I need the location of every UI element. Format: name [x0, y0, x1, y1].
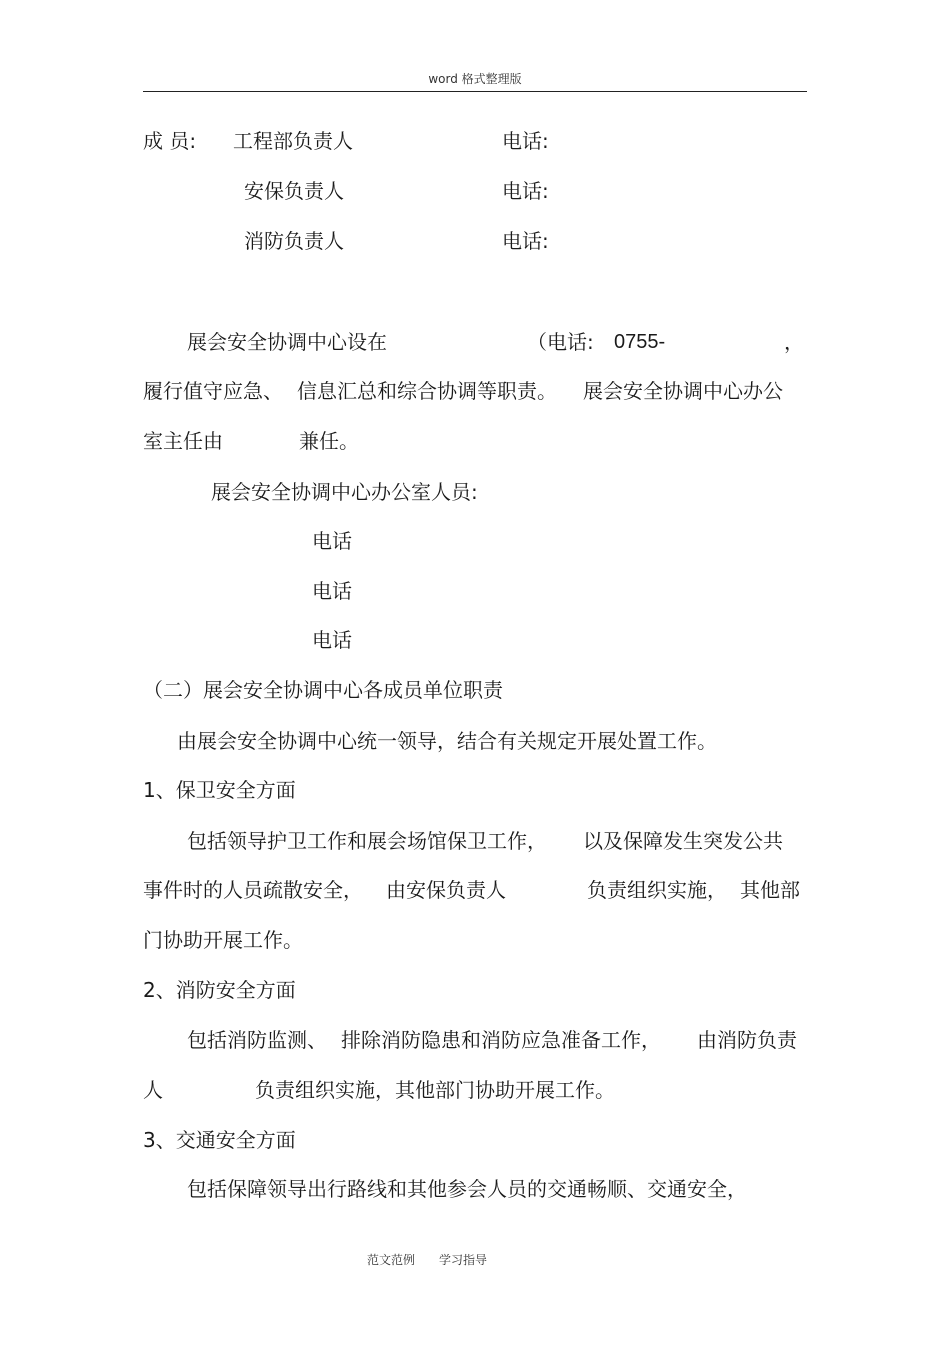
paragraph-text: 包括消防监测、	[187, 1028, 327, 1052]
footer-right: 学习指导	[439, 1253, 488, 1267]
page-header: word 格式整理版	[428, 72, 522, 86]
paragraph-text: 排除消防隐患和消防应急准备工作，	[341, 1028, 661, 1052]
members-label: 成 员:	[143, 129, 197, 153]
paragraph-text: （电话:	[527, 330, 594, 354]
phone-prefix: 0755-	[614, 331, 666, 353]
paragraph-text: 展会安全协调中心设在	[187, 330, 387, 354]
footer-left: 范文范例	[367, 1253, 416, 1267]
paragraph-text: 事件时的人员疏散安全，	[143, 878, 363, 902]
member-phone-label: 电话:	[502, 229, 549, 253]
paragraph-text: 负责组织实施，	[587, 878, 727, 902]
paragraph-text: 包括领导护卫工作和展会场馆保卫工作，	[187, 829, 547, 853]
office-staff-label: 展会安全协调中心办公室人员:	[211, 480, 478, 504]
member-role: 消防负责人	[244, 229, 344, 253]
section-intro: 由展会安全协调中心统一领导，结合有关规定开展处置工作。	[177, 729, 717, 753]
paragraph-text: 包括保障领导出行路线和其他参会人员的交通畅顺、交通安全，	[187, 1177, 747, 1201]
item-heading: 1、保卫安全方面	[143, 778, 296, 802]
office-phone-label: 电话	[312, 529, 352, 553]
paragraph-text: 室主任由	[143, 429, 223, 453]
office-phone-label: 电话	[312, 579, 352, 603]
paragraph-text: 以及保障发生突发公共	[583, 829, 783, 853]
header-rule	[143, 91, 807, 92]
office-phone-label: 电话	[312, 628, 352, 652]
paragraph-text: 其他部	[740, 878, 800, 902]
member-phone-label: 电话:	[502, 129, 549, 153]
section-heading: （二）展会安全协调中心各成员单位职责	[143, 678, 503, 702]
paragraph-text: 信息汇总和综合协调等职责。	[297, 379, 557, 403]
paragraph-text: 由安保负责人	[386, 878, 506, 902]
paragraph-text: 人	[143, 1078, 163, 1102]
paragraph-text: 履行值守应急、	[143, 379, 283, 403]
member-role: 安保负责人	[244, 179, 344, 203]
member-role: 工程部负责人	[233, 129, 353, 153]
item-heading: 2、消防安全方面	[143, 978, 296, 1002]
paragraph-text: 门协助开展工作。	[143, 928, 303, 952]
paragraph-text: 展会安全协调中心办公	[583, 379, 783, 403]
paragraph-text: ，	[784, 330, 804, 354]
paragraph-text: 兼任。	[299, 429, 359, 453]
item-heading: 3、交通安全方面	[143, 1128, 296, 1152]
member-phone-label: 电话:	[502, 179, 549, 203]
paragraph-text: 负责组织实施，其他部门协助开展工作。	[255, 1078, 615, 1102]
paragraph-text: 由消防负责	[697, 1028, 797, 1052]
